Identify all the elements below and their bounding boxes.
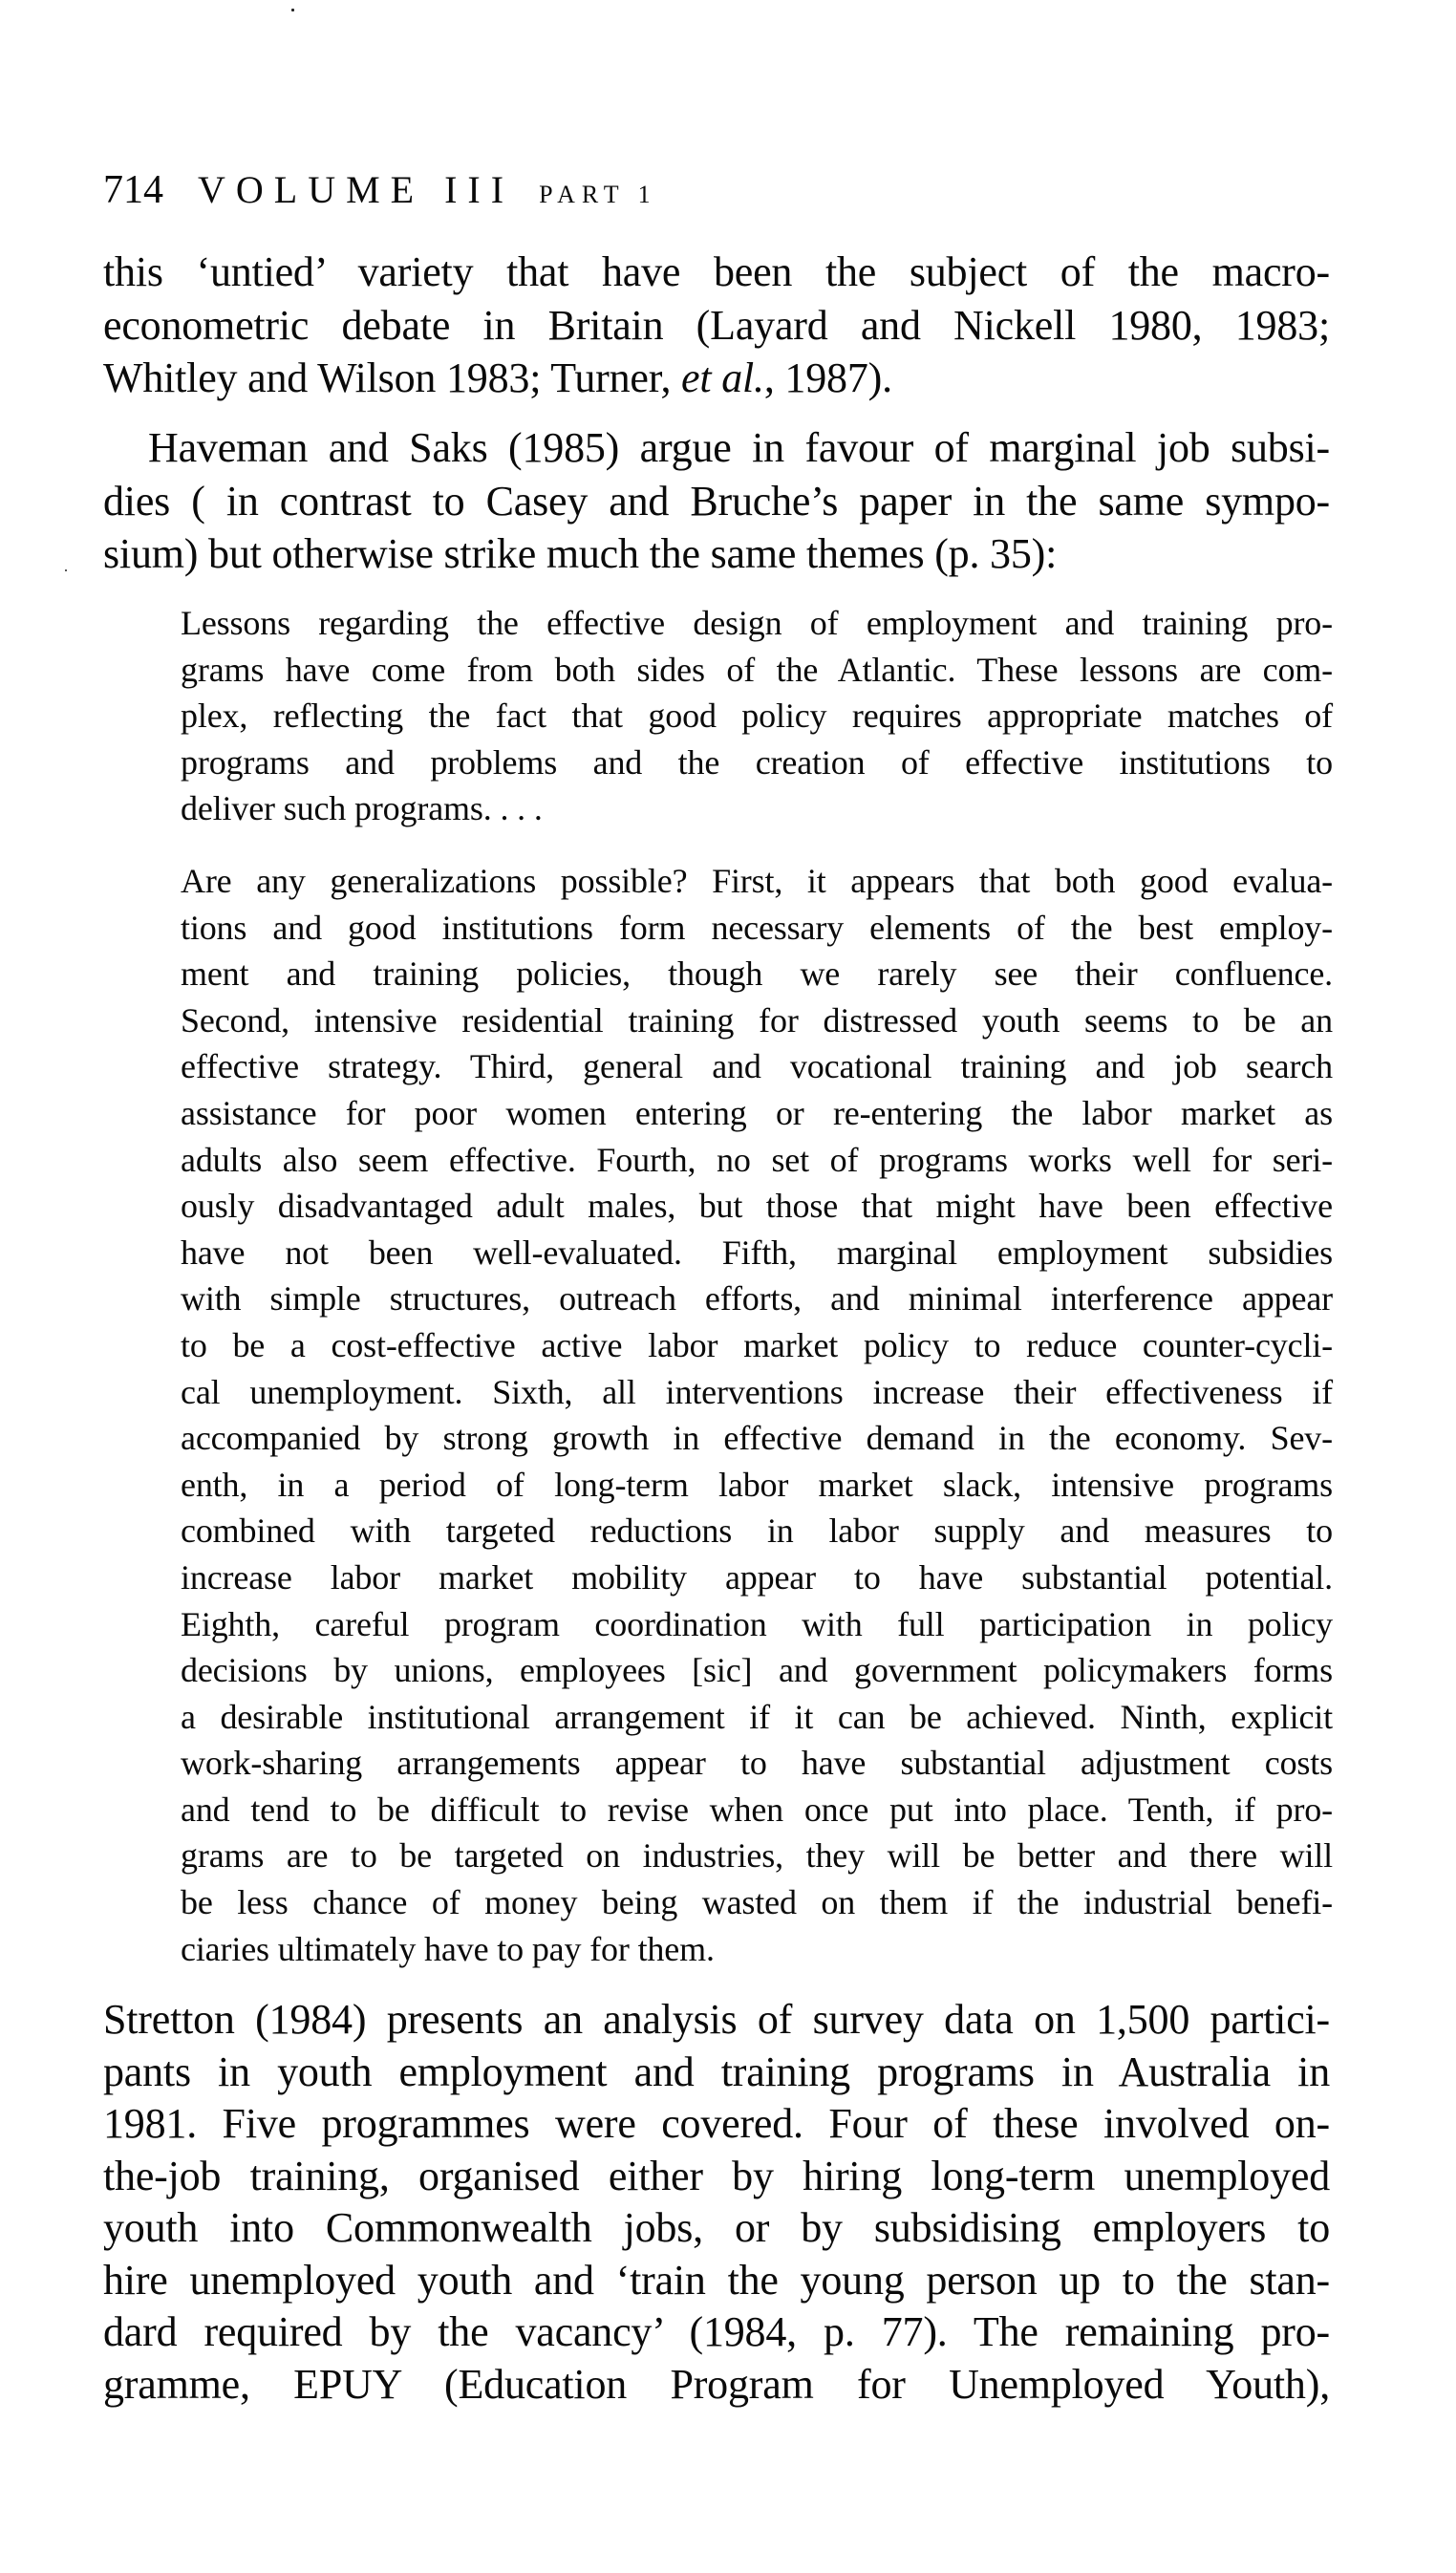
volume-label: VOLUME III xyxy=(198,168,515,211)
text-line: 1981. Five programmes were covered. Four of these involved on- xyxy=(103,2100,1330,2147)
text-line: the-job training, organised either by hiring long-term unemployed xyxy=(103,2152,1330,2199)
quote-line: Lessons regarding the effective design of employment and training pro- xyxy=(181,604,1333,642)
quote-line: programs and problems and the creation of effective institutions to xyxy=(181,742,1333,782)
text-line xyxy=(103,352,1330,405)
text-line: dies ( in contrast to Casey and Bruche’s paper in the same sympo- xyxy=(103,477,1330,525)
quote-line: a desirable institutional arrangement if it can be achieved. Ninth, explicit xyxy=(181,1697,1333,1736)
text-line: gramme, EPUY (Education Program for Unemployed Youth), xyxy=(103,2360,1330,2408)
quote-line: ment and training policies, though we rarely see their confluence. xyxy=(181,954,1333,994)
quote-line: combined with targeted reductions in labor supply and measures to xyxy=(181,1512,1333,1551)
text-line: Stretton (1984) presents an analysis of survey data on 1,500 partici- xyxy=(103,1996,1330,2043)
quote-line: decisions by unions, employees [sic] and government policymakers forms xyxy=(181,1651,1333,1690)
quote-line: Are any generalizations possible? First, it appears that both good evalua- xyxy=(181,862,1333,900)
quote-line: increase labor market mobility appear to have substantial potential. xyxy=(181,1557,1333,1597)
quote-line: work-sharing arrangements appear to have substantial adjustment costs xyxy=(181,1744,1333,1783)
text-line: dard required by the vacancy’ (1984, p. 77). The remaining pro- xyxy=(103,2308,1330,2355)
quote-line: tions and good institutions form necessary elements of the best employ- xyxy=(181,908,1333,947)
paragraph-untied-variety xyxy=(103,246,1330,405)
quote-line: grams have come from both sides of the Atlantic. These lessons are com- xyxy=(181,650,1333,689)
text-line: Haveman and Saks (1985) argue in favour of marginal job subsi- xyxy=(148,424,1330,471)
text-line: econometric debate in Britain (Layard and Nickell 1980, 1983; xyxy=(103,301,1330,349)
quote-line: enth, in a period of long-term labor market slack, intensive programs xyxy=(181,1465,1333,1504)
italic-et-al: et al. xyxy=(681,354,764,401)
scan-speck xyxy=(65,569,67,571)
text-run: , 1987). xyxy=(763,354,892,401)
paragraph-stretton xyxy=(103,1994,1330,2411)
text-run: Whitley and Wilson 1983; Turner, xyxy=(103,354,682,401)
block-quote-lessons xyxy=(181,600,1333,832)
text-line: this ‘untied’ variety that have been the subject of the macro- xyxy=(103,248,1330,295)
part-label: PART 1 xyxy=(539,181,657,208)
quote-line: ciaries ultimately have to pay for them. xyxy=(181,1929,715,1968)
text-line: sium) but otherwise strike much the same themes (p. 35): xyxy=(103,530,1058,577)
text-line: pants in youth employment and training programs in Australia in xyxy=(103,2048,1330,2095)
block-quote-generalizations xyxy=(181,858,1333,1972)
paragraph-haveman-saks xyxy=(103,421,1330,581)
quote-line: deliver such programs. . . . xyxy=(181,789,543,828)
text-line: youth into Commonwealth jobs, or by subsidising employers to xyxy=(103,2204,1330,2251)
quote-line: cal unemployment. Sixth, all interventions increase their effectiveness if xyxy=(181,1372,1333,1411)
page-number: 714 xyxy=(103,168,163,212)
running-head xyxy=(103,167,657,213)
quote-line: Second, intensive residential training for distressed youth seems to be an xyxy=(181,1000,1333,1040)
quote-line: grams are to be targeted on industries, they will be better and there will xyxy=(181,1836,1333,1876)
quote-line: ously disadvantaged adult males, but those that might have been effective xyxy=(181,1187,1333,1226)
quote-line: and tend to be difficult to revise when once put into place. Tenth, if pro- xyxy=(181,1790,1333,1829)
quote-line: effective strategy. Third, general and vocational training and job search xyxy=(181,1047,1333,1086)
quote-line: accompanied by strong growth in effective demand in the economy. Sev- xyxy=(181,1419,1333,1458)
quote-line: plex, reflecting the fact that good policy requires appropriate matches of xyxy=(181,697,1333,736)
scan-speck xyxy=(291,9,294,11)
text-line: hire unemployed youth and ‘train the young person up to the stan- xyxy=(103,2256,1330,2304)
quote-line: be less chance of money being wasted on them if the industrial benefi- xyxy=(181,1883,1333,1922)
quote-line: adults also seem effective. Fourth, no set of programs works well for seri- xyxy=(181,1140,1333,1179)
quote-line: have not been well-evaluated. Fifth, marginal employment subsidies xyxy=(181,1233,1333,1272)
quote-line: Eighth, careful program coordination with full participation in policy xyxy=(181,1604,1333,1643)
quote-line: assistance for poor women entering or re-entering the labor market as xyxy=(181,1093,1333,1132)
quote-line: with simple structures, outreach efforts, and minimal interference appear xyxy=(181,1279,1333,1319)
quote-line: to be a cost-effective active labor market policy to reduce counter-cycli- xyxy=(181,1325,1333,1364)
